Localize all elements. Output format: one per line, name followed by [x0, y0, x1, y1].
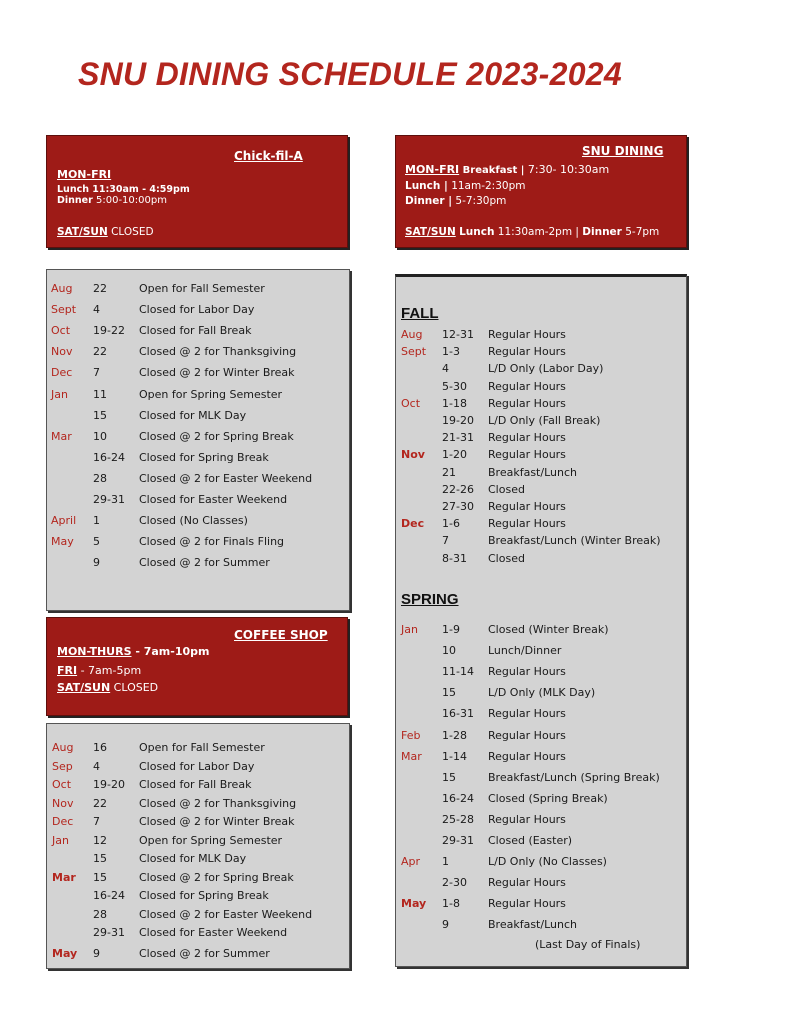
schedule-event: Closed (Winter Break) [488, 623, 609, 636]
schedule-day: 4 [93, 303, 100, 317]
schedule-month: Jan [52, 833, 69, 847]
schedule-day: 7 [93, 815, 100, 828]
chickfila-monfri: MON-FRI [57, 168, 112, 181]
schedule-event: Closed (Easter) [488, 834, 573, 847]
schedule-month: Oct [51, 324, 71, 338]
schedule-event: Lunch/Dinner [488, 644, 562, 658]
schedule-day: 21-31 [442, 431, 474, 445]
coffee-shop-schedule [46, 723, 350, 969]
schedule-day: 4 [93, 759, 100, 773]
schedule-day: 2-30 [442, 876, 467, 890]
schedule-month: Dec [52, 815, 74, 828]
schedule-event: Regular Hours [488, 328, 566, 341]
schedule-day: 12-31 [442, 328, 474, 341]
snu-dining-hours-box [395, 135, 687, 248]
coffee-fri-hours: - 7am-5pm [77, 664, 142, 677]
chickfila-dinner-label: Dinner [57, 195, 93, 206]
schedule-event: Closed [488, 482, 525, 496]
snu-satsun-lunch-hours: 11:30am-2pm | [497, 226, 579, 238]
schedule-day: 15 [93, 408, 107, 422]
schedule-event: Regular Hours [488, 500, 566, 513]
schedule-event: Closed @ 2 for Thanksgiving [139, 345, 297, 359]
schedule-event: L/D Only (No Classes) [488, 855, 607, 869]
schedule-day: 29-31 [442, 834, 474, 847]
schedule-event: Regular Hours [488, 812, 566, 826]
schedule-day: 19-22 [93, 324, 125, 338]
schedule-event: Regular Hours [488, 345, 566, 359]
schedule-event: Closed @ 2 for Summer [139, 946, 270, 960]
schedule-day: 19-20 [442, 414, 474, 427]
schedule-event: Closed for Spring Break [139, 450, 269, 464]
coffee-satsun-status: CLOSED [113, 681, 159, 694]
schedule-day: 15 [442, 686, 456, 700]
chickfila-lunch: Lunch 11:30am - 4:59pm [57, 184, 190, 195]
schedule-day: 15 [442, 770, 456, 784]
schedule-day: 1-14 [442, 749, 467, 763]
schedule-day: 1-18 [442, 396, 467, 410]
schedule-day: 1-20 [442, 448, 467, 462]
snu-lunch [405, 180, 525, 192]
schedule-event: L/D Only (MLK Day) [488, 686, 596, 700]
snu-weekend [405, 226, 659, 238]
schedule-day: 1 [442, 855, 449, 869]
snu-breakfast-label: Breakfast | [462, 165, 525, 176]
snu-dinner [405, 195, 506, 207]
schedule-event: Closed @ 2 for Spring Break [139, 429, 294, 443]
coffee-monthurs-hours: - 7am-10pm [131, 645, 210, 658]
schedule-day: 25-28 [442, 812, 474, 826]
schedule-event: Regular Hours [488, 897, 566, 911]
schedule-day: 10 [93, 429, 107, 443]
schedule-event: Closed @ 2 for Winter Break [139, 815, 295, 828]
schedule-day: 1 [93, 514, 100, 528]
schedule-month: Aug [401, 328, 423, 341]
snu-satsun-dinner-label: Dinner [582, 226, 622, 238]
schedule-day: 16-31 [442, 707, 474, 721]
schedule-day: 1-6 [442, 517, 460, 531]
snu-lunch-label: Lunch | [405, 180, 448, 192]
schedule-event: Breakfast/Lunch [488, 918, 577, 932]
schedule-day: 11-14 [442, 665, 474, 679]
schedule-month: Dec [51, 366, 73, 380]
schedule-event: Breakfast/Lunch [488, 465, 577, 479]
schedule-event: Closed for MLK Day [139, 852, 247, 865]
schedule-month: May [51, 535, 74, 549]
schedule-day: 7 [93, 366, 100, 380]
schedule-day: 9 [442, 918, 449, 932]
schedule-day: 1-3 [442, 345, 460, 359]
schedule-event: Closed (Spring Break) [488, 791, 608, 805]
schedule-month: Apr [401, 855, 421, 869]
snu-lunch-hours: 11am-2:30pm [451, 180, 526, 192]
coffee-fri-label: FRI [57, 664, 78, 677]
coffee-monthurs [57, 645, 209, 658]
schedule-day: 22 [93, 345, 107, 359]
schedule-event: Regular Hours [488, 431, 566, 445]
schedule-day: 15 [93, 852, 107, 865]
schedule-day: 16-24 [93, 889, 125, 902]
schedule-event: Closed for Fall Break [139, 324, 252, 338]
snu-satsun-dinner-hours: 5-7pm [625, 226, 660, 238]
schedule-event: Closed @ 2 for Thanksgiving [139, 796, 297, 810]
schedule-day: 1-8 [442, 897, 460, 911]
schedule-month: Sep [52, 759, 73, 773]
schedule-event: Closed for Spring Break [139, 889, 269, 902]
snu-monfri: MON-FRI [405, 163, 460, 176]
schedule-event: Regular Hours [488, 517, 566, 531]
schedule-day: 22 [93, 282, 107, 295]
schedule-month: Nov [52, 796, 74, 810]
schedule-event: Closed @ 2 for Easter Weekend [139, 907, 313, 921]
schedule-event: Open for Spring Semester [139, 833, 283, 847]
schedule-day: 16-24 [442, 791, 474, 805]
snu-dinner-label: Dinner | [405, 195, 453, 207]
schedule-month: Jan [401, 623, 418, 636]
chickfila-dinner-hours: 5:00-10:00pm [95, 195, 167, 206]
schedule-day: 29-31 [93, 926, 125, 939]
schedule-event: Closed for Easter Weekend [139, 926, 288, 939]
coffee-shop-heading: COFFEE SHOP [234, 628, 328, 642]
schedule-month: Sept [401, 345, 427, 359]
coffee-satsun: SAT/SUN [57, 681, 111, 694]
schedule-event: Closed for Easter Weekend [139, 493, 288, 506]
chickfila-hours-box [46, 135, 348, 248]
schedule-day: 21 [442, 465, 456, 479]
chickfila-heading: Chick-fil-A [234, 149, 303, 163]
schedule-day: 5 [93, 535, 100, 549]
schedule-day: 1-28 [442, 728, 467, 742]
snu-dinner-hours: 5-7:30pm [455, 195, 507, 207]
snu-satsun: SAT/SUN [405, 226, 456, 238]
snu-satsun-lunch-label: Lunch [459, 226, 495, 238]
schedule-month: Mar [52, 870, 76, 884]
schedule-month: Oct [401, 396, 421, 410]
schedule-event: Regular Hours [488, 448, 566, 462]
schedule-event: Regular Hours [488, 707, 566, 721]
chickfila-satsun-status: CLOSED [111, 226, 154, 238]
schedule-month: Oct [52, 778, 72, 791]
schedule-event: Regular Hours [488, 396, 566, 410]
schedule-day: 1-9 [442, 623, 460, 636]
schedule-event: Closed @ 2 for Winter Break [139, 366, 295, 380]
schedule-event: Closed for Fall Break [139, 778, 252, 791]
schedule-event: Closed @ 2 for Finals Fling [139, 535, 285, 549]
schedule-day: 16-24 [93, 450, 125, 464]
schedule-event: Closed for Labor Day [139, 759, 255, 773]
chickfila-weekend [57, 226, 154, 238]
coffee-fri [57, 664, 141, 677]
schedule-event: Closed [488, 551, 525, 565]
schedule-month: Nov [51, 345, 73, 359]
schedule-event: L/D Only (Labor Day) [488, 362, 604, 376]
snu-breakfast-hours: 7:30- 10:30am [527, 163, 610, 176]
snu-dining-heading: SNU DINING [582, 144, 664, 158]
schedule-day: 4 [442, 362, 449, 376]
schedule-event: Regular Hours [488, 876, 566, 890]
snu-dining-schedule [395, 274, 687, 967]
schedule-event: Regular Hours [488, 728, 566, 742]
schedule-month: Nov [401, 448, 425, 462]
schedule-day: 5-30 [442, 379, 467, 393]
schedule-month: Jan [51, 387, 68, 401]
coffee-monthurs-label: MON-THURS [57, 645, 132, 658]
schedule-day: 22-26 [442, 482, 474, 496]
schedule-event: Breakfast/Lunch (Spring Break) [488, 770, 660, 784]
spring-note: (Last Day of Finals) [535, 938, 641, 951]
schedule-month: May [52, 946, 78, 960]
schedule-month: Aug [51, 282, 73, 295]
schedule-event: Open for Spring Semester [139, 387, 283, 401]
schedule-day: 9 [93, 556, 100, 570]
schedule-month: Mar [51, 429, 72, 443]
schedule-day: 22 [93, 796, 107, 810]
chickfila-schedule [46, 269, 350, 611]
schedule-event: Open for Fall Semester [139, 282, 265, 295]
schedule-day: 7 [442, 534, 449, 548]
snu-monfri-breakfast [405, 163, 609, 176]
schedule-month: April [51, 514, 77, 528]
schedule-day: 28 [93, 907, 107, 921]
schedule-event: L/D Only (Fall Break) [488, 414, 601, 427]
page-title: SNU DINING SCHEDULE 2023-2024 [78, 56, 622, 92]
schedule-day: 11 [93, 387, 107, 401]
schedule-day: 28 [93, 471, 107, 485]
spring-heading: SPRING [401, 591, 459, 608]
fall-heading: FALL [401, 305, 439, 322]
schedule-event: Closed @ 2 for Summer [139, 556, 270, 570]
schedule-event: Regular Hours [488, 749, 566, 763]
schedule-event: Closed (No Classes) [139, 514, 248, 528]
schedule-day: 9 [93, 946, 100, 960]
schedule-event: Regular Hours [488, 665, 566, 679]
schedule-day: 8-31 [442, 551, 467, 565]
schedule-event: Closed for Labor Day [139, 303, 255, 317]
chickfila-dinner [57, 195, 167, 206]
schedule-event: Closed for MLK Day [139, 408, 247, 422]
schedule-event: Breakfast/Lunch (Winter Break) [488, 534, 661, 548]
schedule-day: 29-31 [93, 493, 125, 506]
schedule-event: Closed @ 2 for Spring Break [139, 870, 294, 884]
schedule-month: Feb [401, 728, 421, 742]
schedule-month: Dec [401, 517, 425, 531]
schedule-day: 10 [442, 644, 456, 658]
schedule-month: Aug [52, 741, 74, 754]
coffee-weekend [57, 681, 158, 694]
schedule-day: 19-20 [93, 778, 125, 791]
schedule-day: 12 [93, 833, 107, 847]
schedule-month: Mar [401, 749, 422, 763]
schedule-event: Closed @ 2 for Easter Weekend [139, 471, 313, 485]
schedule-month: May [401, 897, 427, 911]
schedule-month: Sept [51, 303, 77, 317]
coffee-shop-hours-box [46, 617, 348, 716]
schedule-day: 16 [93, 741, 107, 754]
schedule-event: Open for Fall Semester [139, 741, 265, 754]
chickfila-satsun: SAT/SUN [57, 226, 108, 238]
schedule-day: 27-30 [442, 500, 474, 513]
schedule-event: Regular Hours [488, 379, 566, 393]
schedule-day: 15 [93, 870, 107, 884]
